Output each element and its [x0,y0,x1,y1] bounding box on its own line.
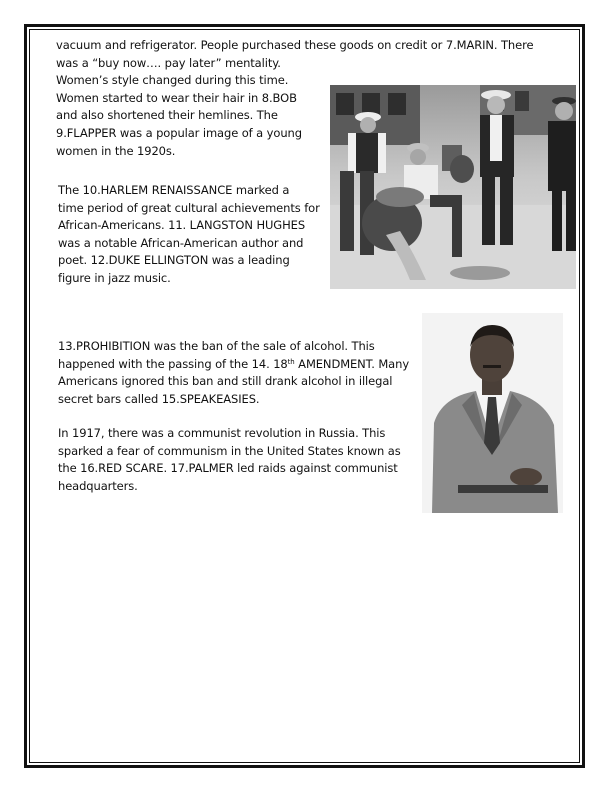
text-line: Women’s style changed during this time. [56,73,289,88]
text-line: In 1917, there was a communist revolution in Russia. This [58,426,386,440]
text-line: 13.PROHIBITION was the ban of the sale of alcohol. This [58,339,375,353]
text-line: Women started to wear their hair in 8.BOB [56,90,297,105]
text-line: women in the 1920s. [56,143,176,158]
text-line: figure in jazz music. [58,270,171,285]
text-line: The 10.HARLEM RENAISSANCE marked a [58,183,290,197]
text-line: 9.FLAPPER was a popular image of a young [56,125,302,140]
text-line: vacuum and refrigerator. People purchased these goods on credit or 7.MARIN. There [56,38,534,52]
prohibition-paragraph [58,338,409,408]
prohibition-photo-illustration [330,85,576,289]
text-line: was a notable African-American author and [58,235,304,250]
portrait-illustration [422,313,563,513]
red-scare-paragraph [58,425,401,495]
text-line: Americans ignored this ban and still drank alcohol in illegal [58,374,393,389]
text-line: secret bars called 15.SPEAKEASIES. [58,391,260,406]
text-line: and also shortened their hemlines. The [56,108,278,123]
text-line: time period of great cultural achievements for [58,200,320,215]
text-line: headquarters. [58,478,138,493]
text-line [58,356,409,374]
text-line: African-Americans. 11. LANGSTON HUGHES [58,218,306,233]
text-line: sparked a fear of communism in the United States known as [58,443,401,458]
ordinal-superscript: th [287,357,295,366]
text-fragment: happened with the passing of the 14. 18 [58,356,288,371]
text-fragment: AMENDMENT. Many [294,356,410,371]
text-line: the 16.RED SCARE. 17.PALMER led raids against communist [58,461,398,476]
text-line: poet. 12.DUKE ELLINGTON was a leading [58,253,290,268]
harlem-paragraph [58,182,320,288]
prohibition-photo [330,85,576,289]
langston-hughes-portrait [422,313,563,513]
text-line: was a “buy now…. pay later” mentality. [56,55,281,70]
